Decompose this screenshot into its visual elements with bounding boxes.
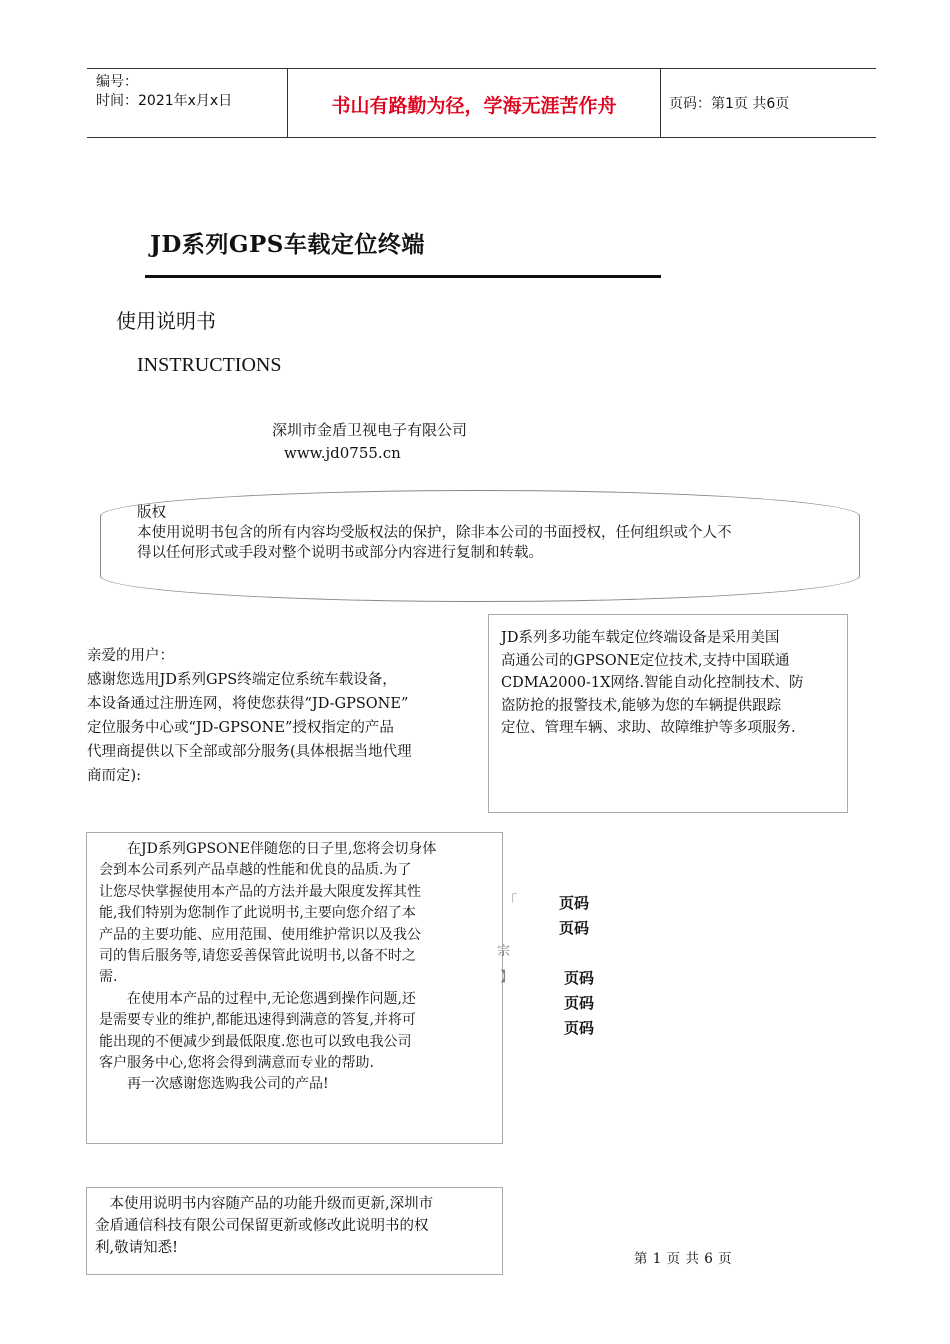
- header-motto: 书山有路勤为径，学海无涯苦作舟: [331, 94, 617, 117]
- page-label: 页码: [559, 919, 590, 937]
- page-label: 页码: [564, 994, 595, 1012]
- letter-line: 司的售后服务等,请您妥善保管此说明书,以备不时之: [99, 948, 416, 965]
- document-subtitle: 使用说明书: [116, 309, 216, 333]
- page-label: 页码: [559, 894, 590, 912]
- intro-line: 定位、管理车辆、求助、故障维护等多项服务.: [501, 720, 796, 736]
- intro-line: CDMA2000-1X网络.智能自动化控制技术、防: [501, 675, 804, 691]
- letter-line: 是需要专业的维护,都能迅速得到满意的答复,并将可: [99, 1012, 416, 1029]
- letter-line: 需.: [99, 969, 118, 986]
- copyright-box: [100, 490, 860, 602]
- stray-mark: 宗: [497, 944, 511, 959]
- welcome-letter-box: [86, 832, 503, 1144]
- copyright-line: 得以任何形式或手段对整个说明书或部分内容进行复制和转载。: [137, 545, 543, 561]
- update-notice-box: [86, 1187, 503, 1275]
- header-meta-cell: [87, 69, 287, 137]
- letter-line: 在使用本产品的过程中,无论您遇到操作问题,还: [99, 990, 416, 1007]
- copyright-line: 本使用说明书包含的所有内容均受版权法的保护，除非本公司的书面授权，任何组织或个人不: [137, 525, 732, 541]
- intro-line: JD系列多功能车载定位终端设备是采用美国: [501, 630, 780, 646]
- letter-line: 再一次感谢您选购我公司的产品!: [99, 1076, 329, 1093]
- letter-line: 产品的主要功能、应用范围、使用维护常识以及我公: [99, 926, 421, 943]
- company-website: www.jd0755.cn: [284, 444, 401, 462]
- greeting-line: 定位服务中心或“JD-GPSONE”授权指定的产品: [87, 720, 394, 736]
- letter-line: 能,我们特别为您制作了此说明书,主要向您介绍了本: [99, 905, 416, 922]
- intro-line: 盗防抢的报警技术,能够为您的车辆提供跟踪: [501, 697, 782, 714]
- greeting-line: 商而定):: [87, 768, 142, 784]
- document-title: JD系列GPS车载定位终端: [150, 231, 425, 258]
- time-label: 时间：2021年x月x日: [96, 93, 233, 109]
- greeting-line: 本设备通过注册连网，将使您获得“JD-GPSONE”: [87, 696, 409, 712]
- letter-line: 客户服务中心,您将会得到满意而专业的帮助.: [99, 1055, 374, 1072]
- notice-line: 金盾通信科技有限公司保留更新或修改此说明书的权: [95, 1218, 429, 1234]
- serial-label: 编号：: [96, 74, 138, 90]
- product-intro-box: [488, 614, 848, 813]
- letter-line: 让您尽快掌握使用本产品的方法并最大限度发挥其性: [99, 883, 421, 900]
- copyright-title: 版权: [137, 505, 166, 521]
- page-header: [87, 68, 876, 138]
- greeting-line: 感谢您选用JD系列GPS终端定位系统车载设备，: [87, 672, 397, 688]
- greeting-text: [87, 644, 472, 788]
- stray-mark: 】: [500, 970, 514, 985]
- header-page-info: 页码：第1页 共6页: [669, 96, 790, 112]
- title-underline: [145, 275, 661, 278]
- page-label: 页码: [564, 1019, 595, 1037]
- copyright-text: [137, 523, 837, 563]
- page-footer: 第 1 页 共 6 页: [634, 1251, 733, 1267]
- company-name: 深圳市金盾卫视电子有限公司: [272, 421, 468, 439]
- greeting-line: 亲爱的用户：: [87, 648, 174, 664]
- letter-line: 在JD系列GPSONE伴随您的日子里,您将会切身体: [99, 841, 437, 857]
- stray-mark: 「: [504, 894, 518, 909]
- letter-line: 会到本公司系列产品卓越的性能和优良的品质.为了: [99, 862, 412, 879]
- letter-line: 能出现的不便减少到最低限度.您也可以致电我公司: [99, 1033, 412, 1050]
- notice-line: 利,敬请知悉!: [95, 1240, 178, 1256]
- header-divider: [660, 69, 661, 137]
- page-label: 页码: [564, 969, 595, 987]
- greeting-line: 代理商提供以下全部或部分服务(具体根据当地代理: [87, 744, 412, 760]
- intro-line: 高通公司的GPSONE定位技术,支持中国联通: [501, 652, 790, 669]
- notice-line: 本使用说明书内容随产品的功能升级而更新,深圳市: [95, 1196, 434, 1212]
- document-subtitle-en: INSTRUCTIONS: [137, 354, 282, 376]
